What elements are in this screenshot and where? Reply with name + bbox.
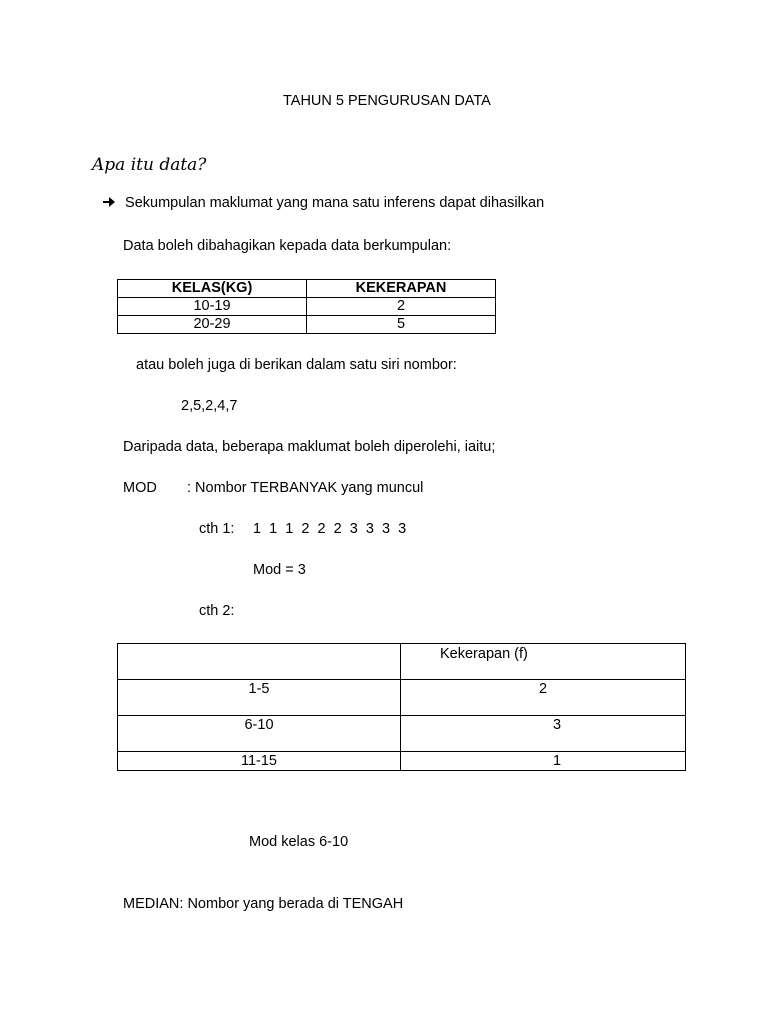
table-cell: 3 (401, 716, 686, 752)
arrow-right-icon (102, 195, 116, 209)
table-cell: 11-15 (118, 752, 401, 771)
table-cell: 6-10 (118, 716, 401, 752)
table-header-cell: KELAS(KG) (118, 280, 307, 298)
page-title: TAHUN 5 PENGURUSAN DATA (283, 93, 491, 109)
table-row (118, 752, 686, 771)
example-2-label: cth 2: (199, 603, 235, 619)
mod-class-result: Mod kelas 6-10 (249, 834, 349, 850)
table-cell: 1-5 (118, 680, 401, 716)
table-header-row (118, 644, 686, 680)
table-row (118, 716, 686, 752)
mod-definition: : Nombor TERBANYAK yang muncul (187, 480, 424, 496)
table-cell: 1 (401, 752, 686, 771)
table-cell: 2 (307, 298, 496, 316)
median-definition: MEDIAN: Nombor yang berada di TENGAH (123, 896, 404, 912)
table-row (118, 298, 496, 316)
grouped-data-table (117, 279, 496, 334)
table-header-cell: KEKERAPAN (307, 280, 496, 298)
table-row (118, 316, 496, 334)
table-row (118, 680, 686, 716)
table-cell: 2 (401, 680, 686, 716)
frequency-table (117, 643, 686, 771)
table-header-cell (118, 644, 401, 680)
mod-label: MOD (123, 480, 157, 496)
table-cell: 20-29 (118, 316, 307, 334)
bullet-item (102, 195, 544, 211)
paragraph-info: Daripada data, beberapa maklumat boleh diperolehi, iaitu; (123, 439, 496, 455)
section-heading: Apa itu data? (92, 155, 207, 175)
example-1-label: cth 1: (199, 521, 235, 537)
mod-result: Mod = 3 (253, 562, 306, 578)
bullet-text: Sekumpulan maklumat yang mana satu inferens dapat dihasilkan (125, 195, 545, 211)
table-cell: 5 (307, 316, 496, 334)
table-cell: 10-19 (118, 298, 307, 316)
paragraph-grouped-data: Data boleh dibahagikan kepada data berkumpulan: (123, 238, 452, 254)
table-header-row (118, 280, 496, 298)
paragraph-series: atau boleh juga di berikan dalam satu siri nombor: (136, 357, 457, 373)
example-1-values: 1 1 1 2 2 2 3 3 3 3 (253, 521, 407, 537)
number-series: 2,5,2,4,7 (181, 398, 238, 414)
table-header-cell: Kekerapan (f) (401, 644, 686, 680)
